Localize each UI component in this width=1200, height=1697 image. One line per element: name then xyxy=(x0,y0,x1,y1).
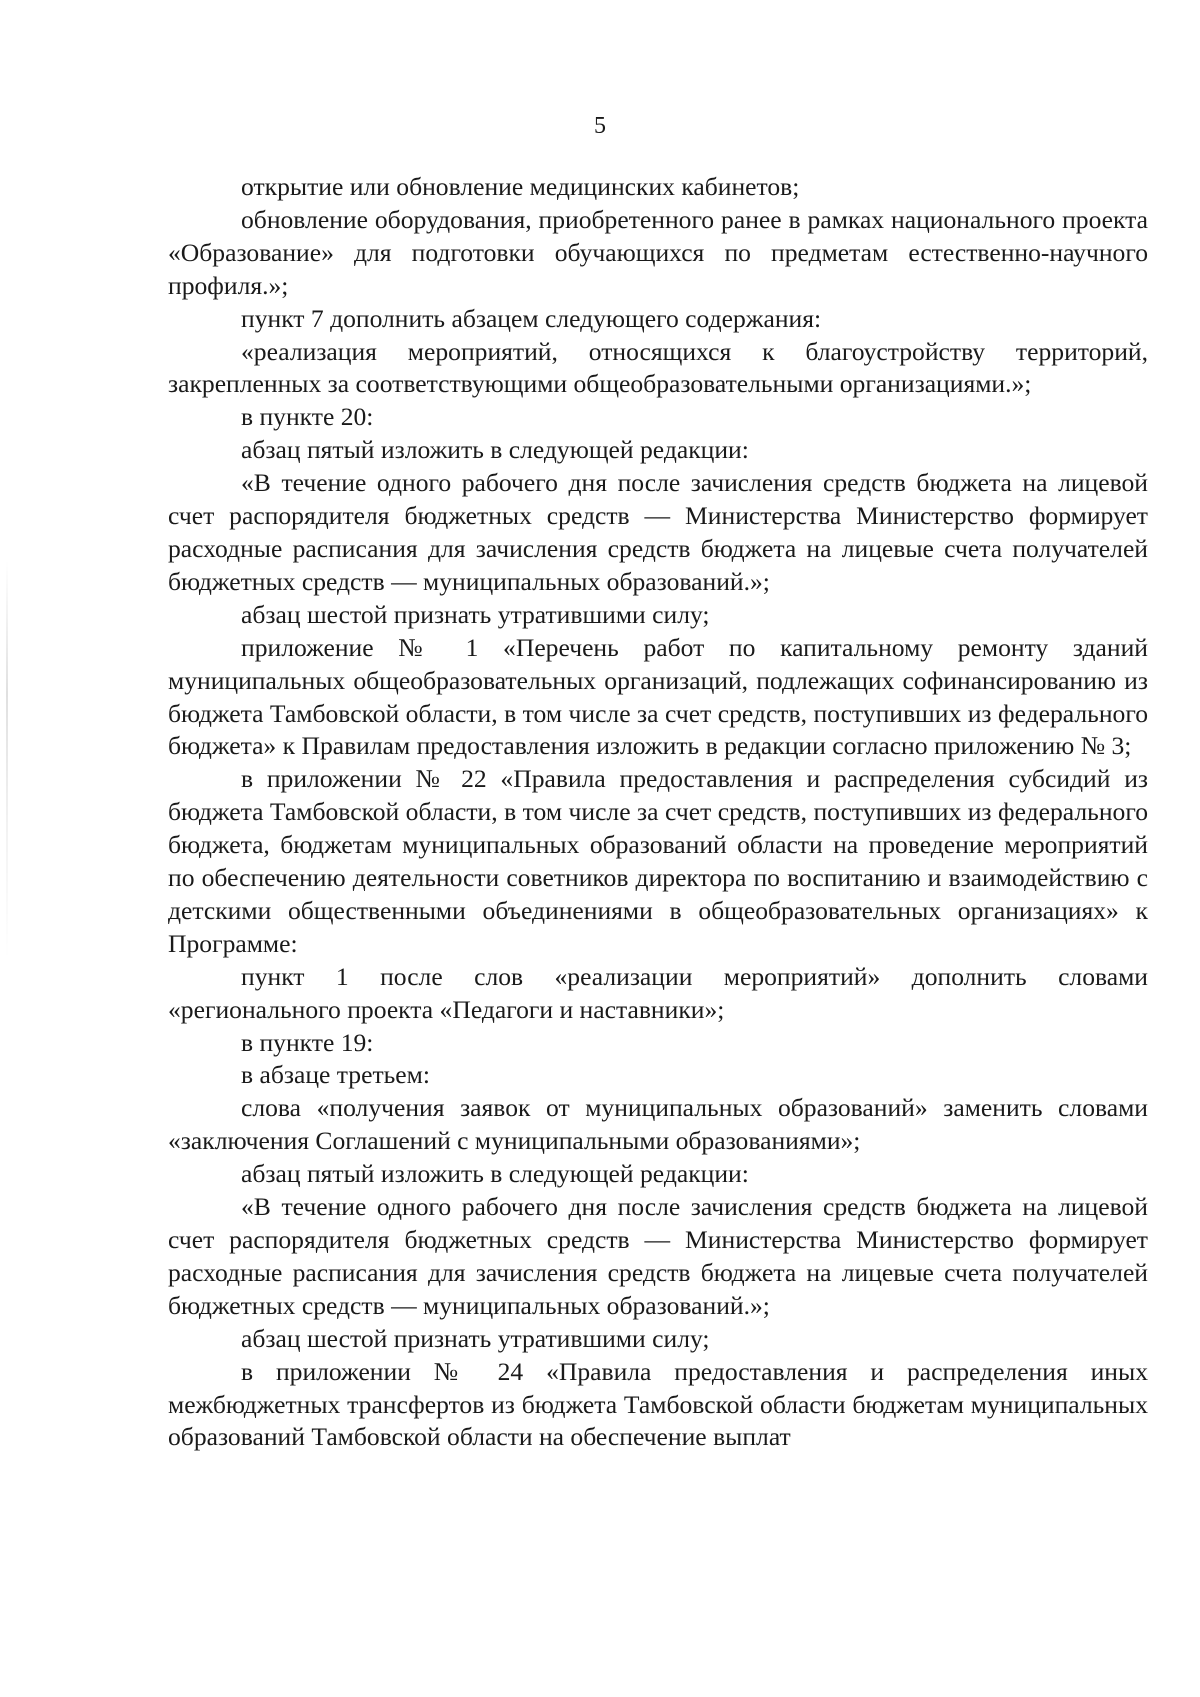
paragraph-8: абзац шестой признать утратившими силу; xyxy=(241,599,710,629)
paragraph-12: в пункте 19: xyxy=(241,1027,374,1057)
paragraph-2: обновление оборудования, приобретенного ранее в рамках национального проекта «Образование» для подготовки обучающихся по предметам естественно-научного профиля.»; xyxy=(168,204,1148,300)
paragraph-3: пункт 7 дополнить абзацем следующего содержания: xyxy=(241,303,822,333)
paragraph-15: абзац пятый изложить в следующей редакции: xyxy=(241,1159,749,1189)
paragraph-9: приложение № 1 «Перечень работ по капитальному ремонту зданий муниципальных общеобразовательных организаций, подлежащих софинансированию из бюджета Тамбовской области, в том числе за счет средств, поступивших из федерального бюджета» к Правилам предоставления изложить в редакции согласно приложению № 3; xyxy=(168,632,1148,761)
paragraph-17: абзац шестой признать утратившими силу; xyxy=(241,1323,710,1353)
paragraph-4: «реализация мероприятий, относящихся к благоустройству территорий, закрепленных за соответствующими общеобразовательными организациями.»; xyxy=(168,336,1148,399)
paragraph-10: в приложении № 22 «Правила предоставления и распределения субсидий из бюджета Тамбовской области, в том числе за счет средств, поступивших из федерального бюджета, бюджетам муниципальных образований области на проведение мероприятий по обеспечению деятельности советников директора по воспитанию и взаимодействию с детскими общественными объединениями в общеобразовательных организациях» к Программе: xyxy=(168,764,1148,958)
paragraph-7: «В течение одного рабочего дня после зачисления средств бюджета на лицевой счет распорядителя бюджетных средств — Министерства Министерство формирует расходные расписания для зачисления средств бюджета на лицевые счета получателей бюджетных средств — муниципальных образований.»; xyxy=(168,468,1148,596)
page-number: 5 xyxy=(594,113,606,139)
paragraph-11: пункт 1 после слов «реализации мероприятий» дополнить словами «регионального проекта «Педагоги и наставники»; xyxy=(168,961,1148,1024)
paragraph-6: абзац пятый изложить в следующей редакции: xyxy=(241,435,749,465)
document-body xyxy=(168,171,1148,1454)
paragraph-14: слова «получения заявок от муниципальных образований» заменить словами «заключения Соглашений с муниципальными образованиями»; xyxy=(168,1093,1148,1156)
paragraph-18: в приложении № 24 «Правила предоставления и распределения иных межбюджетных трансфертов из бюджета Тамбовской области бюджетам муниципальных образований Тамбовской области на обеспечение выплат xyxy=(168,1356,1148,1452)
paragraph-13: в абзаце третьем: xyxy=(241,1060,430,1090)
paragraph-16: «В течение одного рабочего дня после зачисления средств бюджета на лицевой счет распорядителя бюджетных средств — Министерства Министерство формирует расходные расписания для зачисления средств бюджета на лицевые счета получателей бюджетных средств — муниципальных образований.»; xyxy=(168,1192,1148,1320)
paragraph-5: в пункте 20: xyxy=(241,402,374,432)
scan-edge-shadow xyxy=(6,560,8,960)
paragraph-1: открытие или обновление медицинских кабинетов; xyxy=(241,172,800,201)
